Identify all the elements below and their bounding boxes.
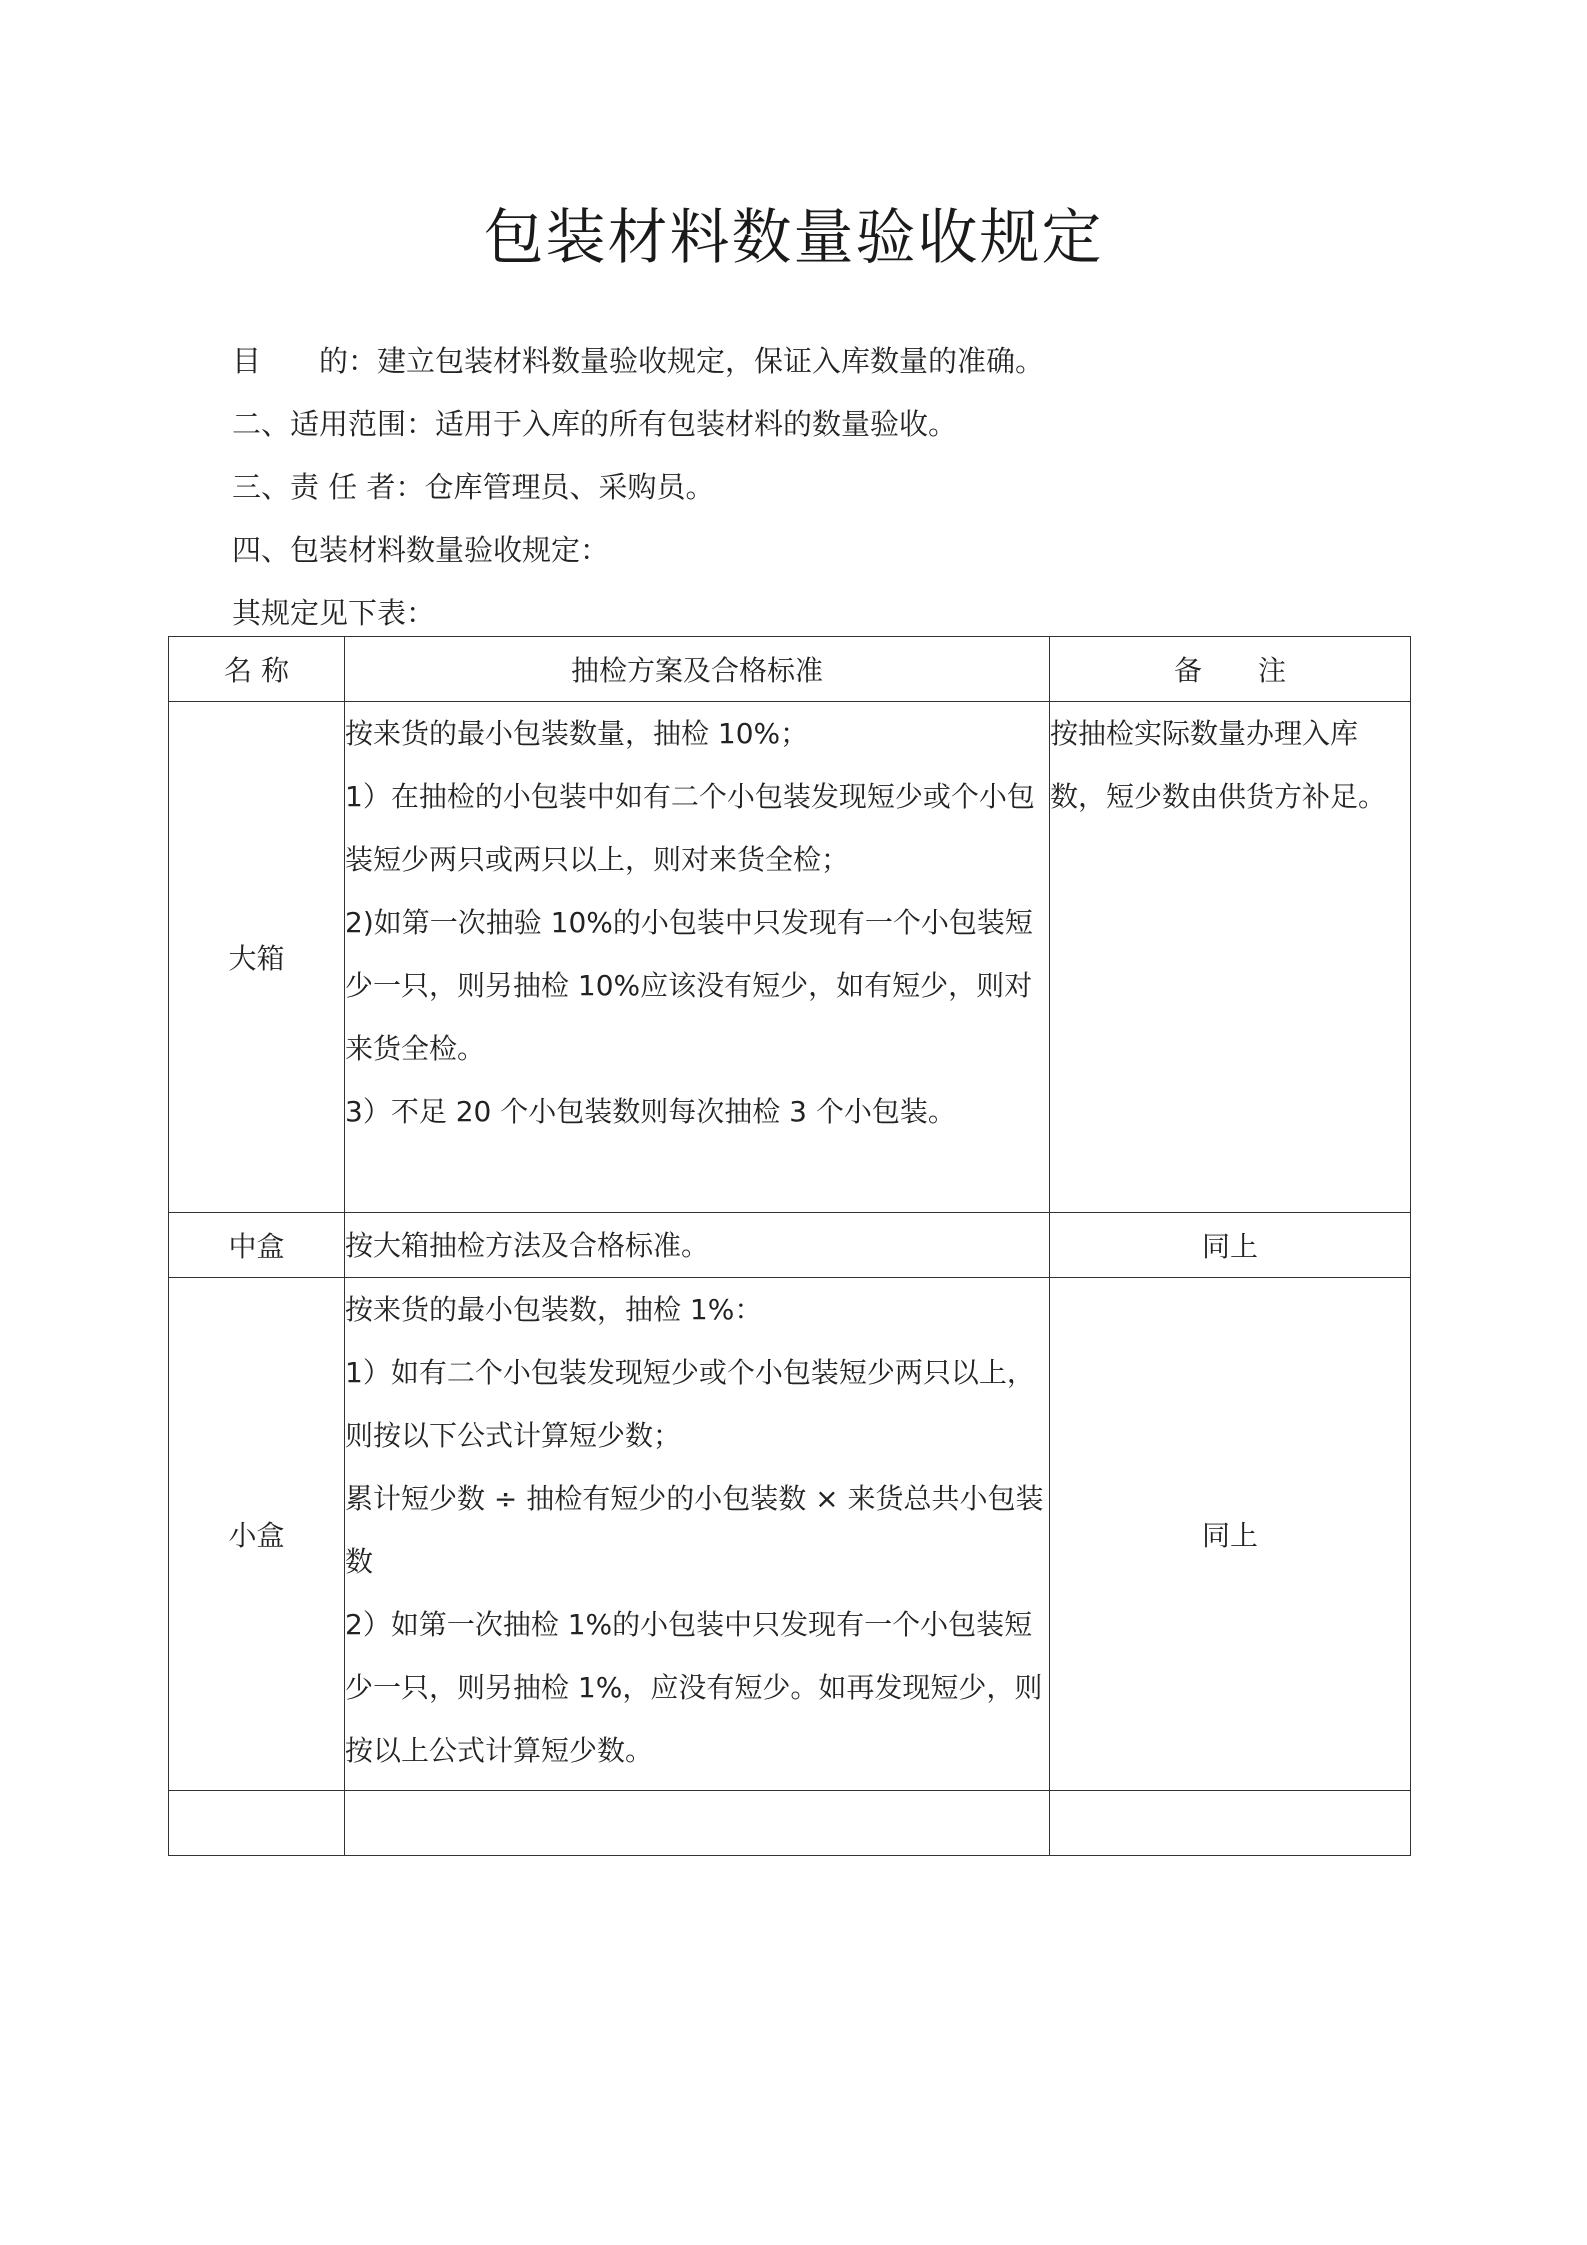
method-paragraph: 3）不足 20 个小包装数则每次抽检 3 个小包装。	[345, 1095, 956, 1128]
row-method	[345, 1791, 1050, 1856]
intro-scope	[232, 393, 1044, 456]
header-method: 抽检方案及合格标准	[345, 637, 1050, 702]
intro-text: 建立包装材料数量验收规定，保证入库数量的准确。	[377, 344, 1045, 378]
intro-label: 三、责 任 者：	[232, 470, 425, 504]
table-row	[169, 1278, 1411, 1791]
method-paragraph: 1）在抽检的小包装中如有二个小包装发现短少或个小包装短少两只或两只以上，则对来货全检；	[345, 780, 1035, 876]
row-note	[1050, 702, 1411, 1213]
row-name: 小盒	[169, 1278, 345, 1791]
row-name: 中盒	[169, 1213, 345, 1278]
row-method	[345, 702, 1050, 1213]
intro-label: 目 的：	[232, 344, 378, 378]
intro-rules-heading	[232, 519, 1044, 582]
row-name	[169, 1791, 345, 1856]
intro-text: 仓库管理员、采购员。	[424, 470, 715, 504]
table-row	[169, 1791, 1411, 1856]
note-paragraph: 按抽检实际数量办理入库数，短少数由供货方补足。	[1050, 717, 1387, 813]
method-paragraph: 2)如第一次抽验 10%的小包装中只发现有一个小包装短少一只，则另抽检 10%应该没有短少，如有短少，则对来货全检。	[345, 906, 1033, 1065]
row-note	[1050, 1791, 1411, 1856]
intro-responsible	[232, 456, 1044, 519]
row-method	[345, 1278, 1050, 1791]
intro-label: 其规定见下表：	[232, 596, 436, 630]
intro-label: 四、包装材料数量验收规定：	[232, 533, 610, 567]
intro-purpose	[232, 330, 1044, 393]
method-paragraph: 累计短少数 ÷ 抽检有短少的小包装数 × 来货总共小包装数	[345, 1482, 1044, 1578]
inspection-table	[168, 636, 1411, 1856]
row-name: 大箱	[169, 702, 345, 1213]
method-paragraph: 按来货的最小包装数量，抽检 10%；	[345, 717, 809, 750]
page-title: 包装材料数量验收规定	[483, 203, 1104, 273]
header-note: 备 注	[1050, 637, 1411, 702]
method-paragraph: 2）如第一次抽检 1%的小包装中只发现有一个小包装短少一只，则另抽检 1%，应没有短少。如再发现短少，则按以上公式计算短少数。	[345, 1608, 1043, 1767]
table-row	[169, 702, 1411, 1213]
row-note: 同上	[1050, 1278, 1411, 1791]
row-note: 同上	[1050, 1213, 1411, 1278]
table-header-row	[169, 637, 1411, 702]
intro-label: 二、适用范围：	[232, 407, 436, 441]
table-row	[169, 1213, 1411, 1278]
method-paragraph: 按大箱抽检方法及合格标准。	[345, 1228, 710, 1262]
intro-text: 适用于入库的所有包装材料的数量验收。	[435, 407, 958, 441]
method-paragraph: 按来货的最小包装数，抽检 1%：	[345, 1293, 763, 1326]
row-method	[345, 1213, 1050, 1278]
intro-section	[232, 330, 1044, 645]
header-name: 名 称	[169, 637, 345, 702]
method-paragraph: 1）如有二个小包装发现短少或个小包装短少两只以上，则按以下公式计算短少数；	[345, 1356, 1035, 1452]
